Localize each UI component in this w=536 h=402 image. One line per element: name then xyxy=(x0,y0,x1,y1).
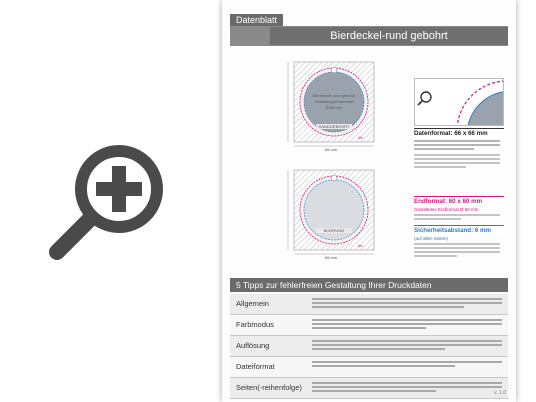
sicherheit-title: Sicherheitsabstand: 6 mm xyxy=(414,225,504,236)
template-text-1: Bierdeckel rund gebohrt xyxy=(312,93,356,98)
scissors-icon: ✂ xyxy=(358,136,364,142)
small-zoom-icon xyxy=(421,92,431,102)
template-dim-bottom-2: 66 mm xyxy=(325,255,338,260)
doc-title: Bierdeckel-rund gebohrt xyxy=(270,27,508,45)
coaster-templates xyxy=(230,52,412,262)
tip-label: Seiten(-reihenfolge) xyxy=(236,383,302,392)
template-top xyxy=(288,62,374,152)
sicherheit-sub: (auf allen Seiten) xyxy=(414,236,449,241)
zoom-in-icon[interactable] xyxy=(47,142,167,262)
tip-row xyxy=(230,357,508,378)
tip-label: Dateiformat xyxy=(236,362,275,371)
tip-label: Auflösung xyxy=(236,341,270,350)
datenformat-title: Datenformat: 66 x 66 mm xyxy=(414,128,504,139)
template-label-bottom: BOHRUNG xyxy=(323,228,345,233)
datasheet-document xyxy=(222,0,516,402)
tip-label: Allgemein xyxy=(236,299,269,308)
scissors-icon: ✂ xyxy=(358,244,364,250)
endformat-title: Endformat: 60 x 60 mm xyxy=(414,196,504,207)
template-dim-bottom: 66 mm xyxy=(325,147,338,152)
doc-tab-label: Datenblatt xyxy=(230,14,283,26)
template-bottom xyxy=(288,170,374,260)
tip-label: Farbmodus xyxy=(236,320,274,329)
template-text-3: Ø 60 mm xyxy=(325,105,343,110)
tips-table xyxy=(230,294,508,399)
tips-heading: 5 Tipps zur fehlerfreien Gestaltung Ihrer Druckdaten xyxy=(230,278,508,292)
tip-row xyxy=(230,315,508,336)
version-label: v. 1.0 xyxy=(494,390,506,396)
template-label-top: HANDGEBOHRT xyxy=(318,124,350,129)
tip-row xyxy=(230,294,508,315)
detail-magnifier-box xyxy=(414,78,504,126)
tip-row xyxy=(230,336,508,357)
endformat-sub: Gestaltetes Endformat Ø 60 mm xyxy=(414,207,479,212)
template-text-2: Gestaltung Endformat xyxy=(314,99,354,104)
tip-row xyxy=(230,378,508,399)
